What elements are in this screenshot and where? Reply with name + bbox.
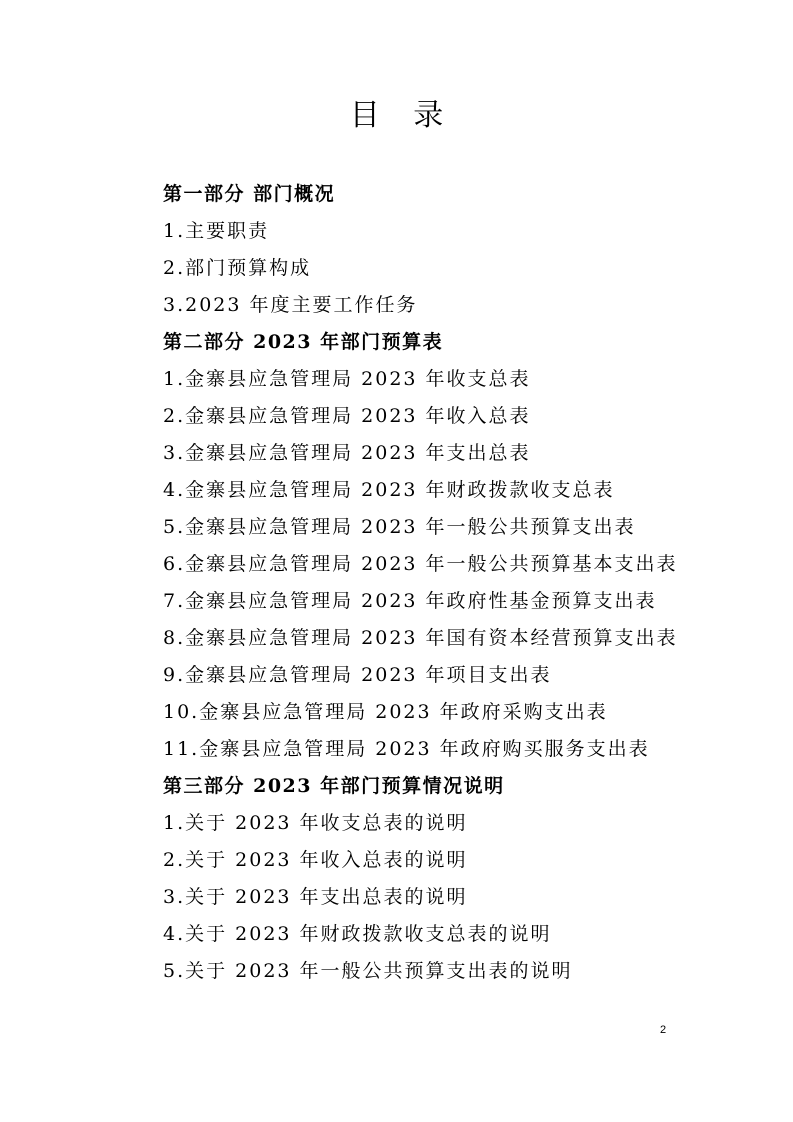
- toc-item: 8.金寨县应急管理局 2023 年国有资本经营预算支出表: [163, 627, 678, 649]
- toc-item: 1.主要职责: [163, 220, 270, 242]
- toc-item: 11.金寨县应急管理局 2023 年政府购买服务支出表: [163, 738, 650, 760]
- toc-item: 2.关于 2023 年收入总表的说明: [163, 849, 468, 871]
- toc-item: 2.金寨县应急管理局 2023 年收入总表: [163, 405, 531, 427]
- toc-item: 3.2023 年度主要工作任务: [163, 294, 418, 316]
- toc-item: 6.金寨县应急管理局 2023 年一般公共预算基本支出表: [163, 553, 678, 575]
- toc-item: 1.金寨县应急管理局 2023 年收支总表: [163, 368, 531, 390]
- page-title: 目 录: [349, 98, 456, 133]
- toc-item: 7.金寨县应急管理局 2023 年政府性基金预算支出表: [163, 590, 657, 612]
- toc-item: 3.金寨县应急管理局 2023 年支出总表: [163, 442, 531, 464]
- toc-item: 5.关于 2023 年一般公共预算支出表的说明: [163, 960, 573, 982]
- toc-item: 3.关于 2023 年支出总表的说明: [163, 886, 468, 908]
- toc-item: 4.金寨县应急管理局 2023 年财政拨款收支总表: [163, 479, 615, 501]
- toc-item: 5.金寨县应急管理局 2023 年一般公共预算支出表: [163, 516, 636, 538]
- toc-item: 2.部门预算构成: [163, 257, 312, 279]
- toc-item: 10.金寨县应急管理局 2023 年政府采购支出表: [163, 701, 608, 723]
- page-number: 2: [660, 1024, 667, 1036]
- section-heading-part3: 第三部分 2023 年部门预算情况说明: [163, 775, 505, 797]
- toc-item: 1.关于 2023 年收支总表的说明: [163, 812, 468, 834]
- section-heading-part2: 第二部分 2023 年部门预算表: [163, 331, 444, 353]
- toc-item: 4.关于 2023 年财政拨款收支总表的说明: [163, 923, 552, 945]
- table-of-contents: [163, 176, 723, 990]
- toc-item: 9.金寨县应急管理局 2023 年项目支出表: [163, 664, 552, 686]
- section-heading-part1: 第一部分 部门概况: [163, 183, 336, 205]
